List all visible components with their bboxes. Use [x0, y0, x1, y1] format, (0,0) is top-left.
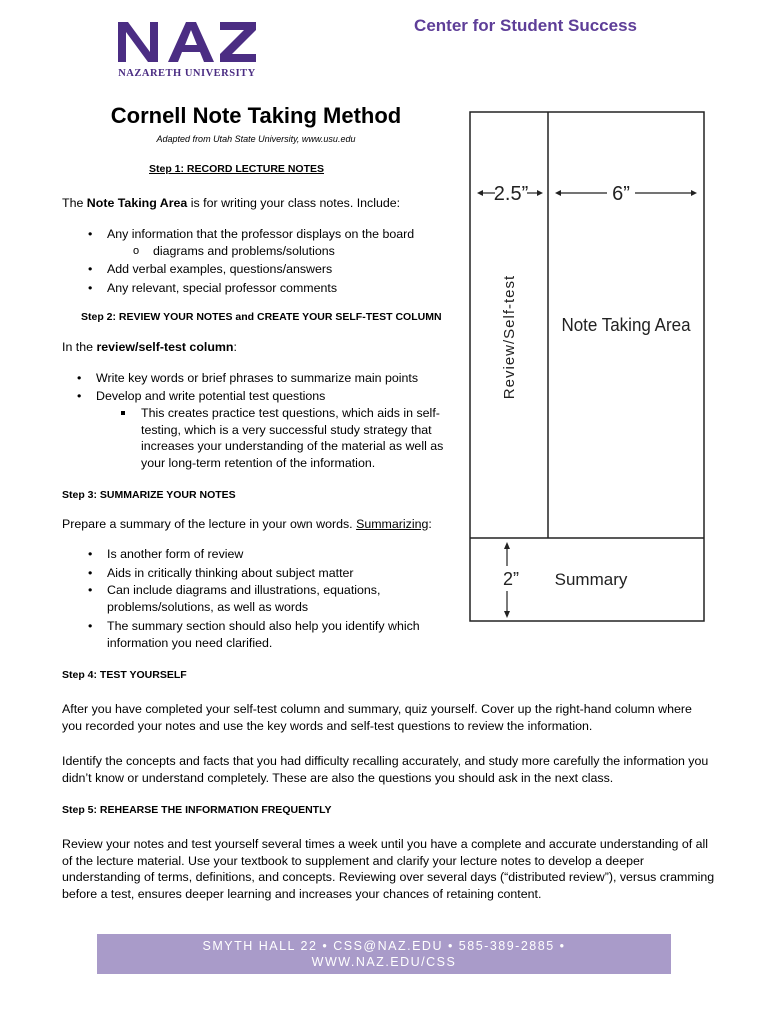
step4-heading: Step 4: TEST YOURSELF	[62, 669, 187, 681]
step1-intro-bold: Note Taking Area	[86, 196, 188, 210]
step1-intro	[62, 195, 452, 212]
list-item: • Develop and write potential test questions	[96, 388, 456, 405]
step2-heading: Step 2: REVIEW YOUR NOTES and CREATE YOUR SELF-TEST COLUMN	[81, 311, 442, 323]
step3-intro-pre: Prepare a summary of the lecture in your own words.	[62, 517, 357, 531]
cornell-layout-diagram	[469, 111, 705, 622]
step4-paragraph-2: Identify the concepts and facts that you had difficulty recalling accurately, and study more carefully the information you didn’t know or understand completely. These are also the questions you should ask in the next class.	[62, 754, 709, 785]
step3-list	[107, 546, 447, 651]
right-width-label: 6”	[612, 183, 630, 205]
page-title: Cornell Note Taking Method	[110, 103, 402, 128]
list-item: • Add verbal examples, questions/answers	[107, 261, 457, 278]
step1-heading: Step 1: RECORD LECTURE NOTES	[149, 163, 325, 175]
contact-footer	[97, 934, 671, 974]
summary-label: Summary	[554, 570, 628, 589]
list-item: • Is another form of review	[107, 546, 447, 563]
list-item: • Write key words or brief phrases to summarize main points	[96, 370, 456, 387]
notes-area-label: Note Taking Area	[561, 314, 691, 336]
left-width-label: 2.5”	[493, 183, 529, 205]
step3-intro-underlined: Summarizing	[356, 517, 429, 531]
center-title: Center for Student Success	[414, 16, 637, 35]
logo-wordmark: NAZARETH UNIVERSITY	[118, 68, 256, 79]
list-item: • Can include diagrams and illustrations, equations, problems/solutions, as well as words	[107, 582, 447, 615]
step2-list	[96, 370, 456, 404]
cornell-diagram-svg	[469, 111, 705, 622]
step1-intro-pre: The	[62, 196, 87, 210]
step3-intro-post: :	[428, 517, 432, 531]
naz-logo-icon	[116, 18, 258, 64]
step5-paragraph: Review your notes and test yourself several times a week until you have a complete and accurate understanding of all of the lecture material. Use your textbook to supplement and clarify your lecture notes to develop a deeper understanding of terms, definitions, and concepts. Reviewing over several days (“distributed review”), versus cramming before a test, ensures deeper learning and increases your chances of retaining content.	[62, 837, 715, 901]
step2-intro-post: :	[233, 340, 237, 354]
step3-heading: Step 3: SUMMARIZE YOUR NOTES	[62, 489, 236, 501]
list-subitem: o diagrams and problems/solutions	[153, 243, 453, 260]
step2-intro	[62, 339, 452, 356]
list-item: • Any relevant, special professor comments	[107, 280, 457, 297]
list-subitem: This creates practice test questions, which aids in self-testing, which is a very successful study strategy that increases your understanding of the material as well as your long-term retention of the information.	[141, 405, 459, 471]
footer-line-1: SMYTH HALL 22 • CSS@NAZ.EDU • 585-389-2885 •	[202, 939, 566, 953]
step1-intro-post: is for writing your class notes. Include:	[187, 196, 401, 210]
step2-intro-bold: review/self-test column	[96, 340, 234, 354]
step2-intro-pre: In the	[62, 340, 97, 354]
list-item: • Aids in critically thinking about subject matter	[107, 565, 447, 582]
list-item: • The summary section should also help you identify which information you need clarified.	[107, 618, 447, 651]
footer-line-2: WWW.NAZ.EDU/CSS	[311, 955, 457, 969]
step3-intro	[62, 516, 462, 533]
list-item: • Any information that the professor displays on the board	[107, 226, 457, 243]
step1-list-cont	[107, 261, 457, 296]
step1-sublist	[153, 243, 453, 260]
source-credit: Adapted from Utah State University, www.usu.edu	[156, 134, 356, 144]
step4-paragraph-1: After you have completed your self-test column and summary, quiz yourself. Cover up the right-hand column where you recorded your notes and use the key words and self-test questions to review the information.	[62, 702, 692, 733]
review-column-label: Review/Self-test	[501, 274, 518, 400]
naz-logo	[116, 18, 258, 64]
step2-sublist	[141, 405, 459, 471]
step1-list	[107, 226, 457, 243]
summary-height-label: 2”	[502, 569, 520, 589]
step5-heading: Step 5: REHEARSE THE INFORMATION FREQUENTLY	[62, 804, 332, 816]
